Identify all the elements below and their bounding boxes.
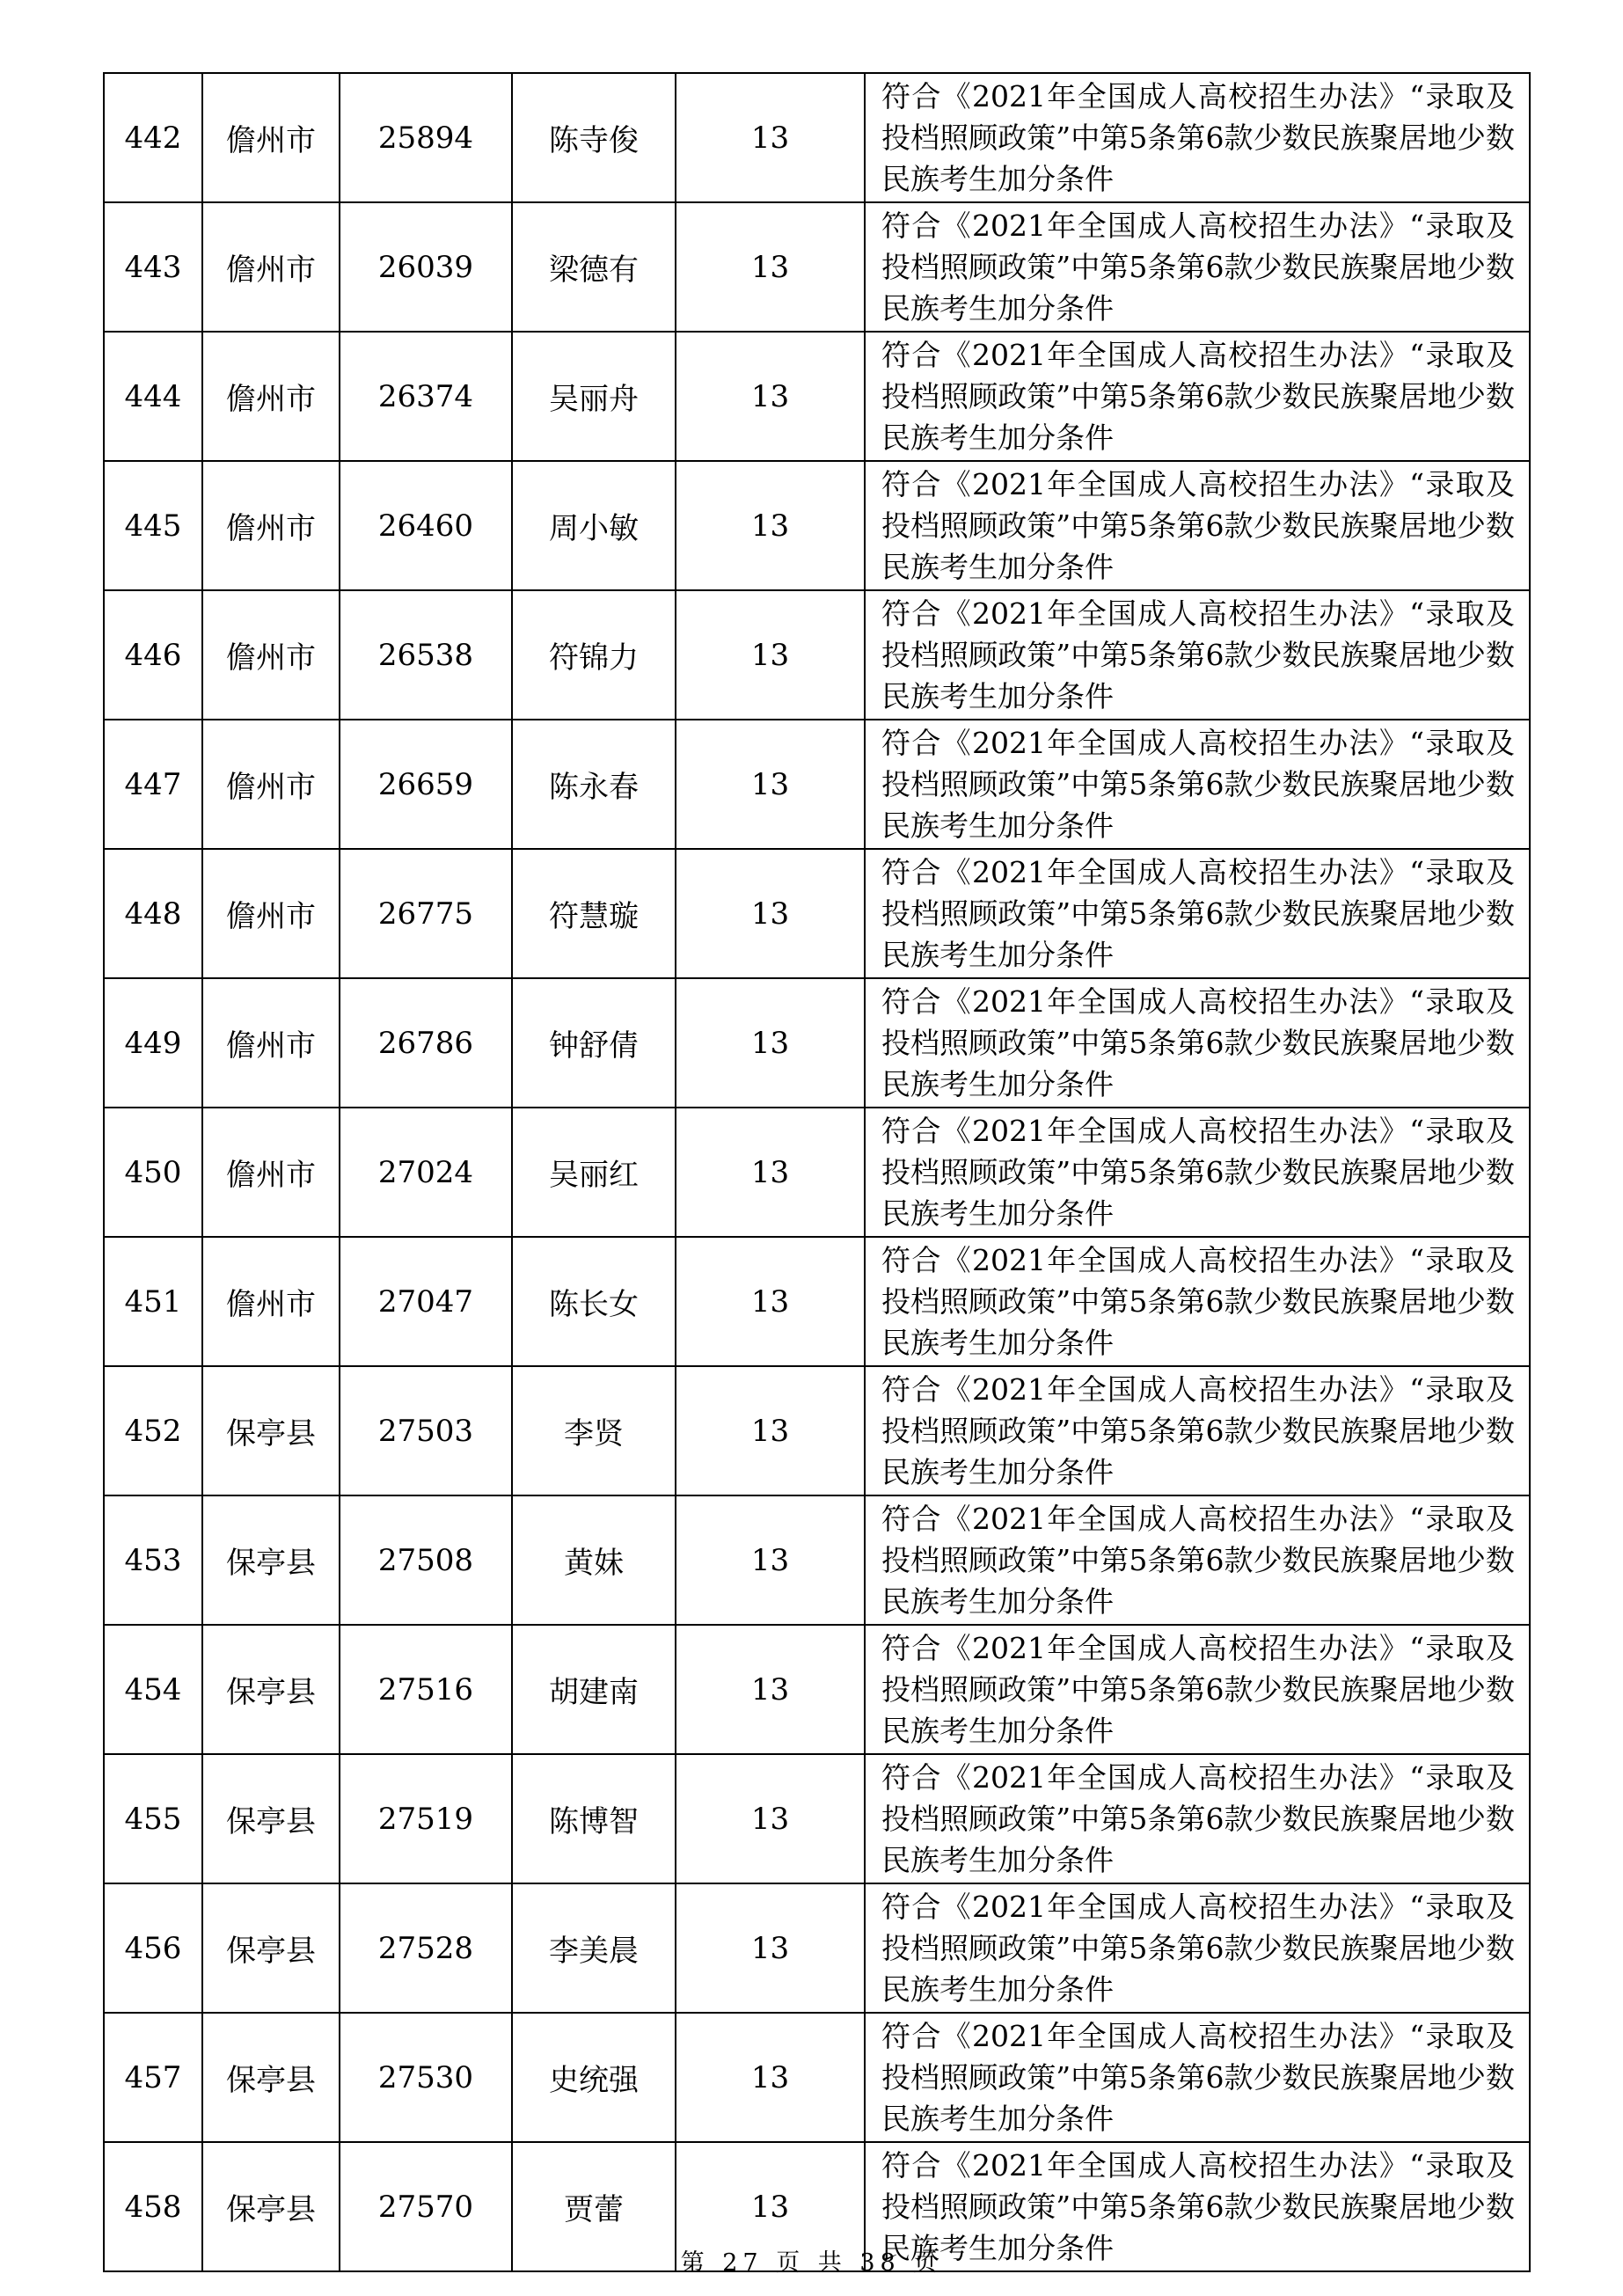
city-cell: 儋州市 [202,849,340,978]
eligibility-note-cell: 符合《2021年全国成人高校招生办法》“录取及投档照顾政策”中第5条第6款少数民族聚居地少数民族考生加分条件 [865,202,1530,332]
candidate-id-cell: 26039 [340,202,512,332]
table-body [104,73,1530,2271]
candidate-name-cell: 黄妹 [512,1495,676,1625]
candidate-name-cell: 陈永春 [512,720,676,849]
row-number-cell: 452 [104,1366,202,1495]
city-cell: 儋州市 [202,978,340,1108]
city-cell: 儋州市 [202,1108,340,1237]
eligibility-note-cell: 符合《2021年全国成人高校招生办法》“录取及投档照顾政策”中第5条第6款少数民族聚居地少数民族考生加分条件 [865,978,1530,1108]
table-row [104,1625,1530,1754]
candidate-name-cell: 陈寺俊 [512,73,676,202]
row-number-cell: 442 [104,73,202,202]
page-number: 第 27 页 共 38 页 [680,2249,943,2277]
eligibility-note-cell: 符合《2021年全国成人高校招生办法》“录取及投档照顾政策”中第5条第6款少数民族聚居地少数民族考生加分条件 [865,849,1530,978]
row-number-cell: 443 [104,202,202,332]
bonus-score-cell: 13 [676,1625,865,1754]
candidate-id-cell: 27047 [340,1237,512,1366]
row-number-cell: 451 [104,1237,202,1366]
candidate-name-cell: 符锦力 [512,590,676,720]
table-row [104,2013,1530,2142]
city-cell: 保亭县 [202,2142,340,2271]
bonus-score-cell: 13 [676,461,865,590]
eligibility-note-cell: 符合《2021年全国成人高校招生办法》“录取及投档照顾政策”中第5条第6款少数民族聚居地少数民族考生加分条件 [865,720,1530,849]
eligibility-note-cell: 符合《2021年全国成人高校招生办法》“录取及投档照顾政策”中第5条第6款少数民族聚居地少数民族考生加分条件 [865,2142,1530,2271]
table-row [104,720,1530,849]
bonus-score-cell: 13 [676,2013,865,2142]
candidate-table [103,72,1531,2272]
city-cell: 儋州市 [202,202,340,332]
candidate-id-cell: 27503 [340,1366,512,1495]
city-cell: 保亭县 [202,1625,340,1754]
candidate-id-cell: 26775 [340,849,512,978]
eligibility-note-cell: 符合《2021年全国成人高校招生办法》“录取及投档照顾政策”中第5条第6款少数民族聚居地少数民族考生加分条件 [865,1754,1530,1883]
candidate-id-cell: 26460 [340,461,512,590]
candidate-name-cell: 周小敏 [512,461,676,590]
candidate-name-cell: 贾蕾 [512,2142,676,2271]
table-row [104,590,1530,720]
row-number-cell: 447 [104,720,202,849]
eligibility-note-cell: 符合《2021年全国成人高校招生办法》“录取及投档照顾政策”中第5条第6款少数民族聚居地少数民族考生加分条件 [865,461,1530,590]
table-row [104,1754,1530,1883]
city-cell: 儋州市 [202,461,340,590]
city-cell: 保亭县 [202,1366,340,1495]
table-row [104,202,1530,332]
candidate-name-cell: 梁德有 [512,202,676,332]
candidate-name-cell: 陈长女 [512,1237,676,1366]
city-cell: 儋州市 [202,73,340,202]
candidate-name-cell: 吴丽舟 [512,332,676,461]
bonus-score-cell: 13 [676,1754,865,1883]
table-row [104,1237,1530,1366]
row-number-cell: 449 [104,978,202,1108]
candidate-id-cell: 26659 [340,720,512,849]
candidate-id-cell: 27024 [340,1108,512,1237]
candidate-id-cell: 27530 [340,2013,512,2142]
bonus-score-cell: 13 [676,1108,865,1237]
candidate-name-cell: 李贤 [512,1366,676,1495]
candidate-id-cell: 27528 [340,1883,512,2013]
row-number-cell: 454 [104,1625,202,1754]
table-row [104,73,1530,202]
table-row [104,849,1530,978]
candidate-name-cell: 吴丽红 [512,1108,676,1237]
candidate-id-cell: 26538 [340,590,512,720]
candidate-id-cell: 27519 [340,1754,512,1883]
bonus-score-cell: 13 [676,849,865,978]
bonus-score-cell: 13 [676,332,865,461]
eligibility-note-cell: 符合《2021年全国成人高校招生办法》“录取及投档照顾政策”中第5条第6款少数民族聚居地少数民族考生加分条件 [865,2013,1530,2142]
candidate-id-cell: 27508 [340,1495,512,1625]
city-cell: 儋州市 [202,590,340,720]
row-number-cell: 455 [104,1754,202,1883]
row-number-cell: 457 [104,2013,202,2142]
row-number-cell: 446 [104,590,202,720]
eligibility-note-cell: 符合《2021年全国成人高校招生办法》“录取及投档照顾政策”中第5条第6款少数民族聚居地少数民族考生加分条件 [865,73,1530,202]
candidate-id-cell: 26374 [340,332,512,461]
eligibility-note-cell: 符合《2021年全国成人高校招生办法》“录取及投档照顾政策”中第5条第6款少数民族聚居地少数民族考生加分条件 [865,1883,1530,2013]
candidate-name-cell: 李美晨 [512,1883,676,2013]
bonus-score-cell: 13 [676,1237,865,1366]
eligibility-note-cell: 符合《2021年全国成人高校招生办法》“录取及投档照顾政策”中第5条第6款少数民族聚居地少数民族考生加分条件 [865,590,1530,720]
bonus-score-cell: 13 [676,1495,865,1625]
eligibility-note-cell: 符合《2021年全国成人高校招生办法》“录取及投档照顾政策”中第5条第6款少数民族聚居地少数民族考生加分条件 [865,1495,1530,1625]
candidate-id-cell: 27516 [340,1625,512,1754]
eligibility-note-cell: 符合《2021年全国成人高校招生办法》“录取及投档照顾政策”中第5条第6款少数民族聚居地少数民族考生加分条件 [865,1366,1530,1495]
row-number-cell: 456 [104,1883,202,2013]
bonus-score-cell: 13 [676,978,865,1108]
bonus-score-cell: 13 [676,202,865,332]
city-cell: 保亭县 [202,2013,340,2142]
table-row [104,978,1530,1108]
table-row [104,1883,1530,2013]
table-row [104,332,1530,461]
row-number-cell: 450 [104,1108,202,1237]
table-row [104,461,1530,590]
bonus-score-cell: 13 [676,590,865,720]
city-cell: 保亭县 [202,1495,340,1625]
candidate-name-cell: 史统强 [512,2013,676,2142]
city-cell: 儋州市 [202,332,340,461]
city-cell: 儋州市 [202,1237,340,1366]
row-number-cell: 445 [104,461,202,590]
row-number-cell: 444 [104,332,202,461]
eligibility-note-cell: 符合《2021年全国成人高校招生办法》“录取及投档照顾政策”中第5条第6款少数民族聚居地少数民族考生加分条件 [865,1108,1530,1237]
candidate-id-cell: 25894 [340,73,512,202]
eligibility-note-cell: 符合《2021年全国成人高校招生办法》“录取及投档照顾政策”中第5条第6款少数民族聚居地少数民族考生加分条件 [865,1625,1530,1754]
candidate-name-cell: 钟舒倩 [512,978,676,1108]
row-number-cell: 453 [104,1495,202,1625]
eligibility-note-cell: 符合《2021年全国成人高校招生办法》“录取及投档照顾政策”中第5条第6款少数民族聚居地少数民族考生加分条件 [865,332,1530,461]
city-cell: 保亭县 [202,1754,340,1883]
candidate-name-cell: 符慧璇 [512,849,676,978]
bonus-score-cell: 13 [676,720,865,849]
city-cell: 儋州市 [202,720,340,849]
bonus-score-cell: 13 [676,73,865,202]
candidate-name-cell: 胡建南 [512,1625,676,1754]
eligibility-note-cell: 符合《2021年全国成人高校招生办法》“录取及投档照顾政策”中第5条第6款少数民族聚居地少数民族考生加分条件 [865,1237,1530,1366]
city-cell: 保亭县 [202,1883,340,2013]
candidate-id-cell: 26786 [340,978,512,1108]
candidate-name-cell: 陈博智 [512,1754,676,1883]
row-number-cell: 458 [104,2142,202,2271]
table-row [104,1108,1530,1237]
table-row [104,1495,1530,1625]
row-number-cell: 448 [104,849,202,978]
bonus-score-cell: 13 [676,1366,865,1495]
candidate-id-cell: 27570 [340,2142,512,2271]
bonus-score-cell: 13 [676,1883,865,2013]
bonus-score-cell: 13 [676,2142,865,2271]
table-row [104,1366,1530,1495]
